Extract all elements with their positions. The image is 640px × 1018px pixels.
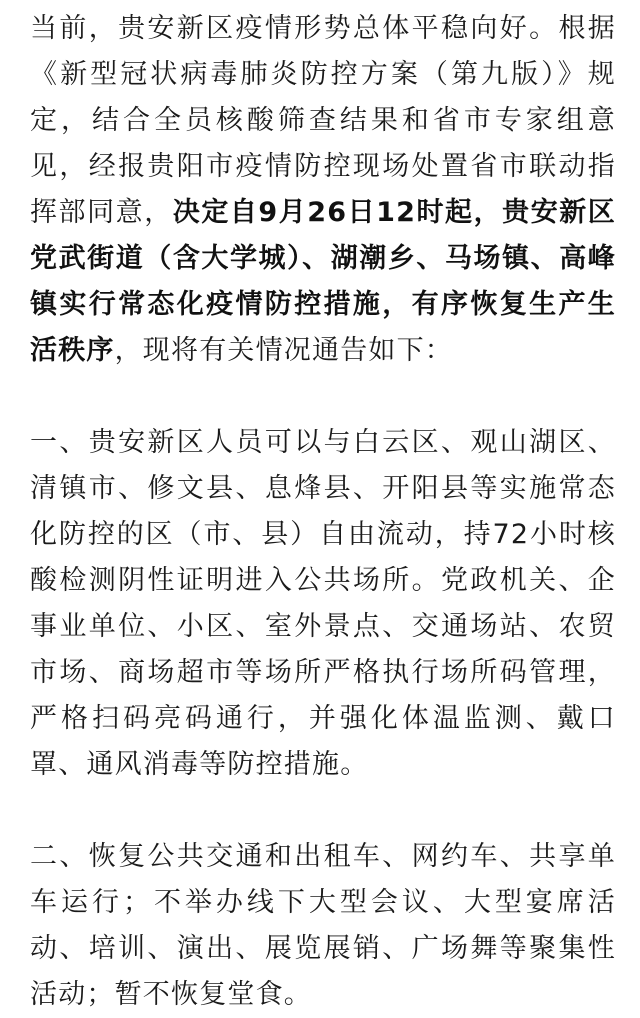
item-1-text: 一、贵安新区人员可以与白云区、观山湖区、清镇市、修文县、息烽县、开阳县等实施常态化防控的区（市、县）自由流动，持72小时核酸检测阴性证明进入公共场所。党政机关、企事业单位、小区、室外景点、交通场站、农贸市场、商场超市等场所严格执行场所码管理，严格扫码亮码通行，并强化体温监测、戴口罩、通风消毒等防控措施。 [30, 427, 616, 780]
paragraph-item-2 [30, 834, 616, 1018]
paragraph-intro [30, 6, 616, 374]
intro-decision-text: 决定自9月26日12时起，贵安新区党武街道（含大学城）、湖潮乡、马场镇、高峰镇实行常态化疫情防控措施，有序恢复生产生活秩序 [30, 197, 617, 366]
intro-closing-text: ，现将有关情况通告如下： [114, 335, 454, 366]
intro-text: 当前，贵安新区疫情形势总体平稳向好。根据《新型冠状病毒肺炎防控方案（第九版）》规定，结合全员核酸筛查结果和省市专家组意见，经报贵阳市疫情防控现场处置省市联动指挥部同意， [30, 13, 616, 228]
item-2-text: 二、恢复公共交通和出租车、网约车、共享单车运行；不举办线下大型会议、大型宴席活动、培训、演出、展览展销、广场舞等聚集性活动；暂不恢复堂食。 [30, 841, 616, 1010]
paragraph-item-1 [30, 420, 616, 788]
